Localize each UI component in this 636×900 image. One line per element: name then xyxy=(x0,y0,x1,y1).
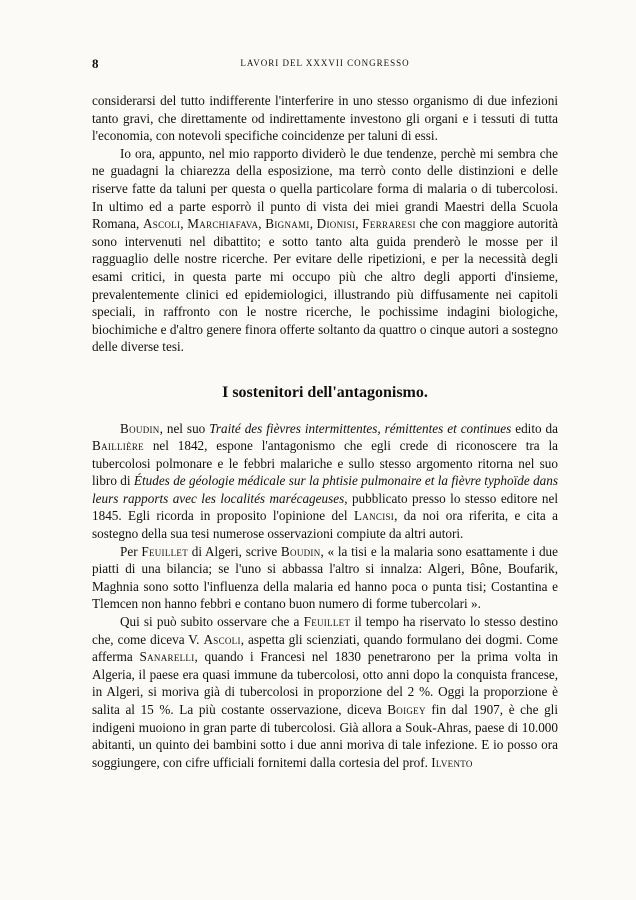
body-text xyxy=(92,92,558,771)
book-title: Études de géologie médicale sur la phtisie pulmonaire et la fièvre typhoïde dans leurs rapports avec les localités marécageuses xyxy=(92,473,558,506)
author-name: Ascoli xyxy=(142,216,181,232)
page-number: 8 xyxy=(92,56,99,71)
author-name: Ilvento xyxy=(431,754,473,770)
author-name: Baillière xyxy=(92,438,144,454)
book-title: Traité des fièvres intermittentes, rémittentes et continues xyxy=(209,420,512,436)
author-name: Dionisi xyxy=(316,216,356,232)
paragraph-3: Boudin, nel suo Traité des fièvres intermittentes, rémittentes et continues edito da Baillière nel 1842, espone l'antagonismo che egli crede di riconoscere tra la tubercolosi polmonare e le febbri malariche e sullo stesso argomento ritorna nel suo libro di Études de géologie médicale sur la phtisie pulmonaire et la fièvre typhoïde dans leurs rapports avec les localités marécageuses, pubblicato presso lo stesso editore nel 1845. Egli ricorda in proposito l'opinione del Lancisi, da noi ora riferita, e cita a sostegno della sua tesi numerose osservazioni compiute da altri autori. xyxy=(92,420,559,542)
page-header xyxy=(92,58,558,74)
paragraph-4: Per Feuillet di Algeri, scrive Boudin, « la tisi e la malaria sono esattamente i due piatti di una bilancia; se l'uno si abbassa l'altro si innalza: Algeri, Bône, Boufarik, Maghnia sono sotto l'influenza della malaria ed hanno poca o punta tisi; Costantina e Tlemcen non hanno febbri e contano buon numero di forme tubercolari ». xyxy=(92,543,558,612)
author-name: Lancisi xyxy=(353,508,395,524)
section-heading: I sostenitori dell'antagonismo. xyxy=(222,383,428,401)
author-name: Marchiafava xyxy=(187,216,259,232)
author-name: Boigey xyxy=(387,702,426,717)
paragraph-5: Qui si può subito osservare che a Feuillet il tempo ha riservato lo stesso destino che, come diceva V. Ascoli, aspetta gli scienziati, quando formulano dei dogmi. Come afferma Sanarelli, quando i Francesi nel 1830 penetrarono per la prima volta in Algeria, il paese era quasi immune da tubercolosi, otto anni dopo la conquista francese, in Algeri, si moriva già di tubercolosi in proporzione del 2 %. Oggi la proporzione è salita al 15 %. La più costante osservazione, diceva Boigey fin dal 1907, è che gli indigeni muoiono in gran parte di tubercolosi. Già allora a Souk-Ahras, paese di 10.000 abitanti, un quinto dei bambini sotto i due anni moriva di tale infezione. E io posso ora soggiungere, con cifre ufficiali fornitemi dalla cortesia del prof. Ilvento xyxy=(92,614,559,770)
paragraph-1: considerarsi del tutto indifferente l'interferire in uno stesso organismo di due infezioni tanto gravi, che direttamente od indirettamente investono gli organi e i tessuti di tutta l'economia, con notevoli specifiche coincidenze per taluni di essi. xyxy=(92,93,558,144)
author-name: Sanarelli xyxy=(139,649,195,665)
author-name: Ferraresi xyxy=(362,216,416,232)
paragraph-2: Io ora, appunto, nel mio rapporto dividerò le due tendenze, perchè mi sembra che ne guadagni la chiarezza della esposizione, ma terrò conto delle distinzioni e delle riserve fatte da taluni per questa o quella particolare forma di malaria o di tubercolosi. In ultimo ed a parte esporrò il punto di vista dei miei grandi Maestri della Scuola Romana, Ascoli, Marchiafava, Bignami, Dionisi, Ferraresi che con maggiore autorità sono intervenuti nel dibattito; e sotto tanto alta guida prenderò le mosse per il ragguaglio delle nostre ricerche. Per evitare delle ripetizioni, e per la necessità degli esami critici, in questa parte mi occupo più che altro degli apporti d'insieme, prevalentemente clinici ed epidemiologici, illustrando più diffusamente nei capitoli speciali, in raffronto con le nostre ricerche, le pochissime indagini biologiche, biochimiche e d'altro genere finora offerte soltanto da quattro o cinque autori a sostegno delle diverse tesi. xyxy=(92,145,558,355)
author-name: Boudin xyxy=(120,420,160,436)
author-name: Feuillet xyxy=(141,543,189,559)
running-head: LAVORI DEL XXXVII CONGRESSO xyxy=(240,58,410,68)
author-name: Feuillet xyxy=(303,614,351,630)
author-name: Bignami xyxy=(265,216,310,232)
author-name: Ascoli xyxy=(203,631,241,647)
author-name: Boudin xyxy=(280,543,321,559)
